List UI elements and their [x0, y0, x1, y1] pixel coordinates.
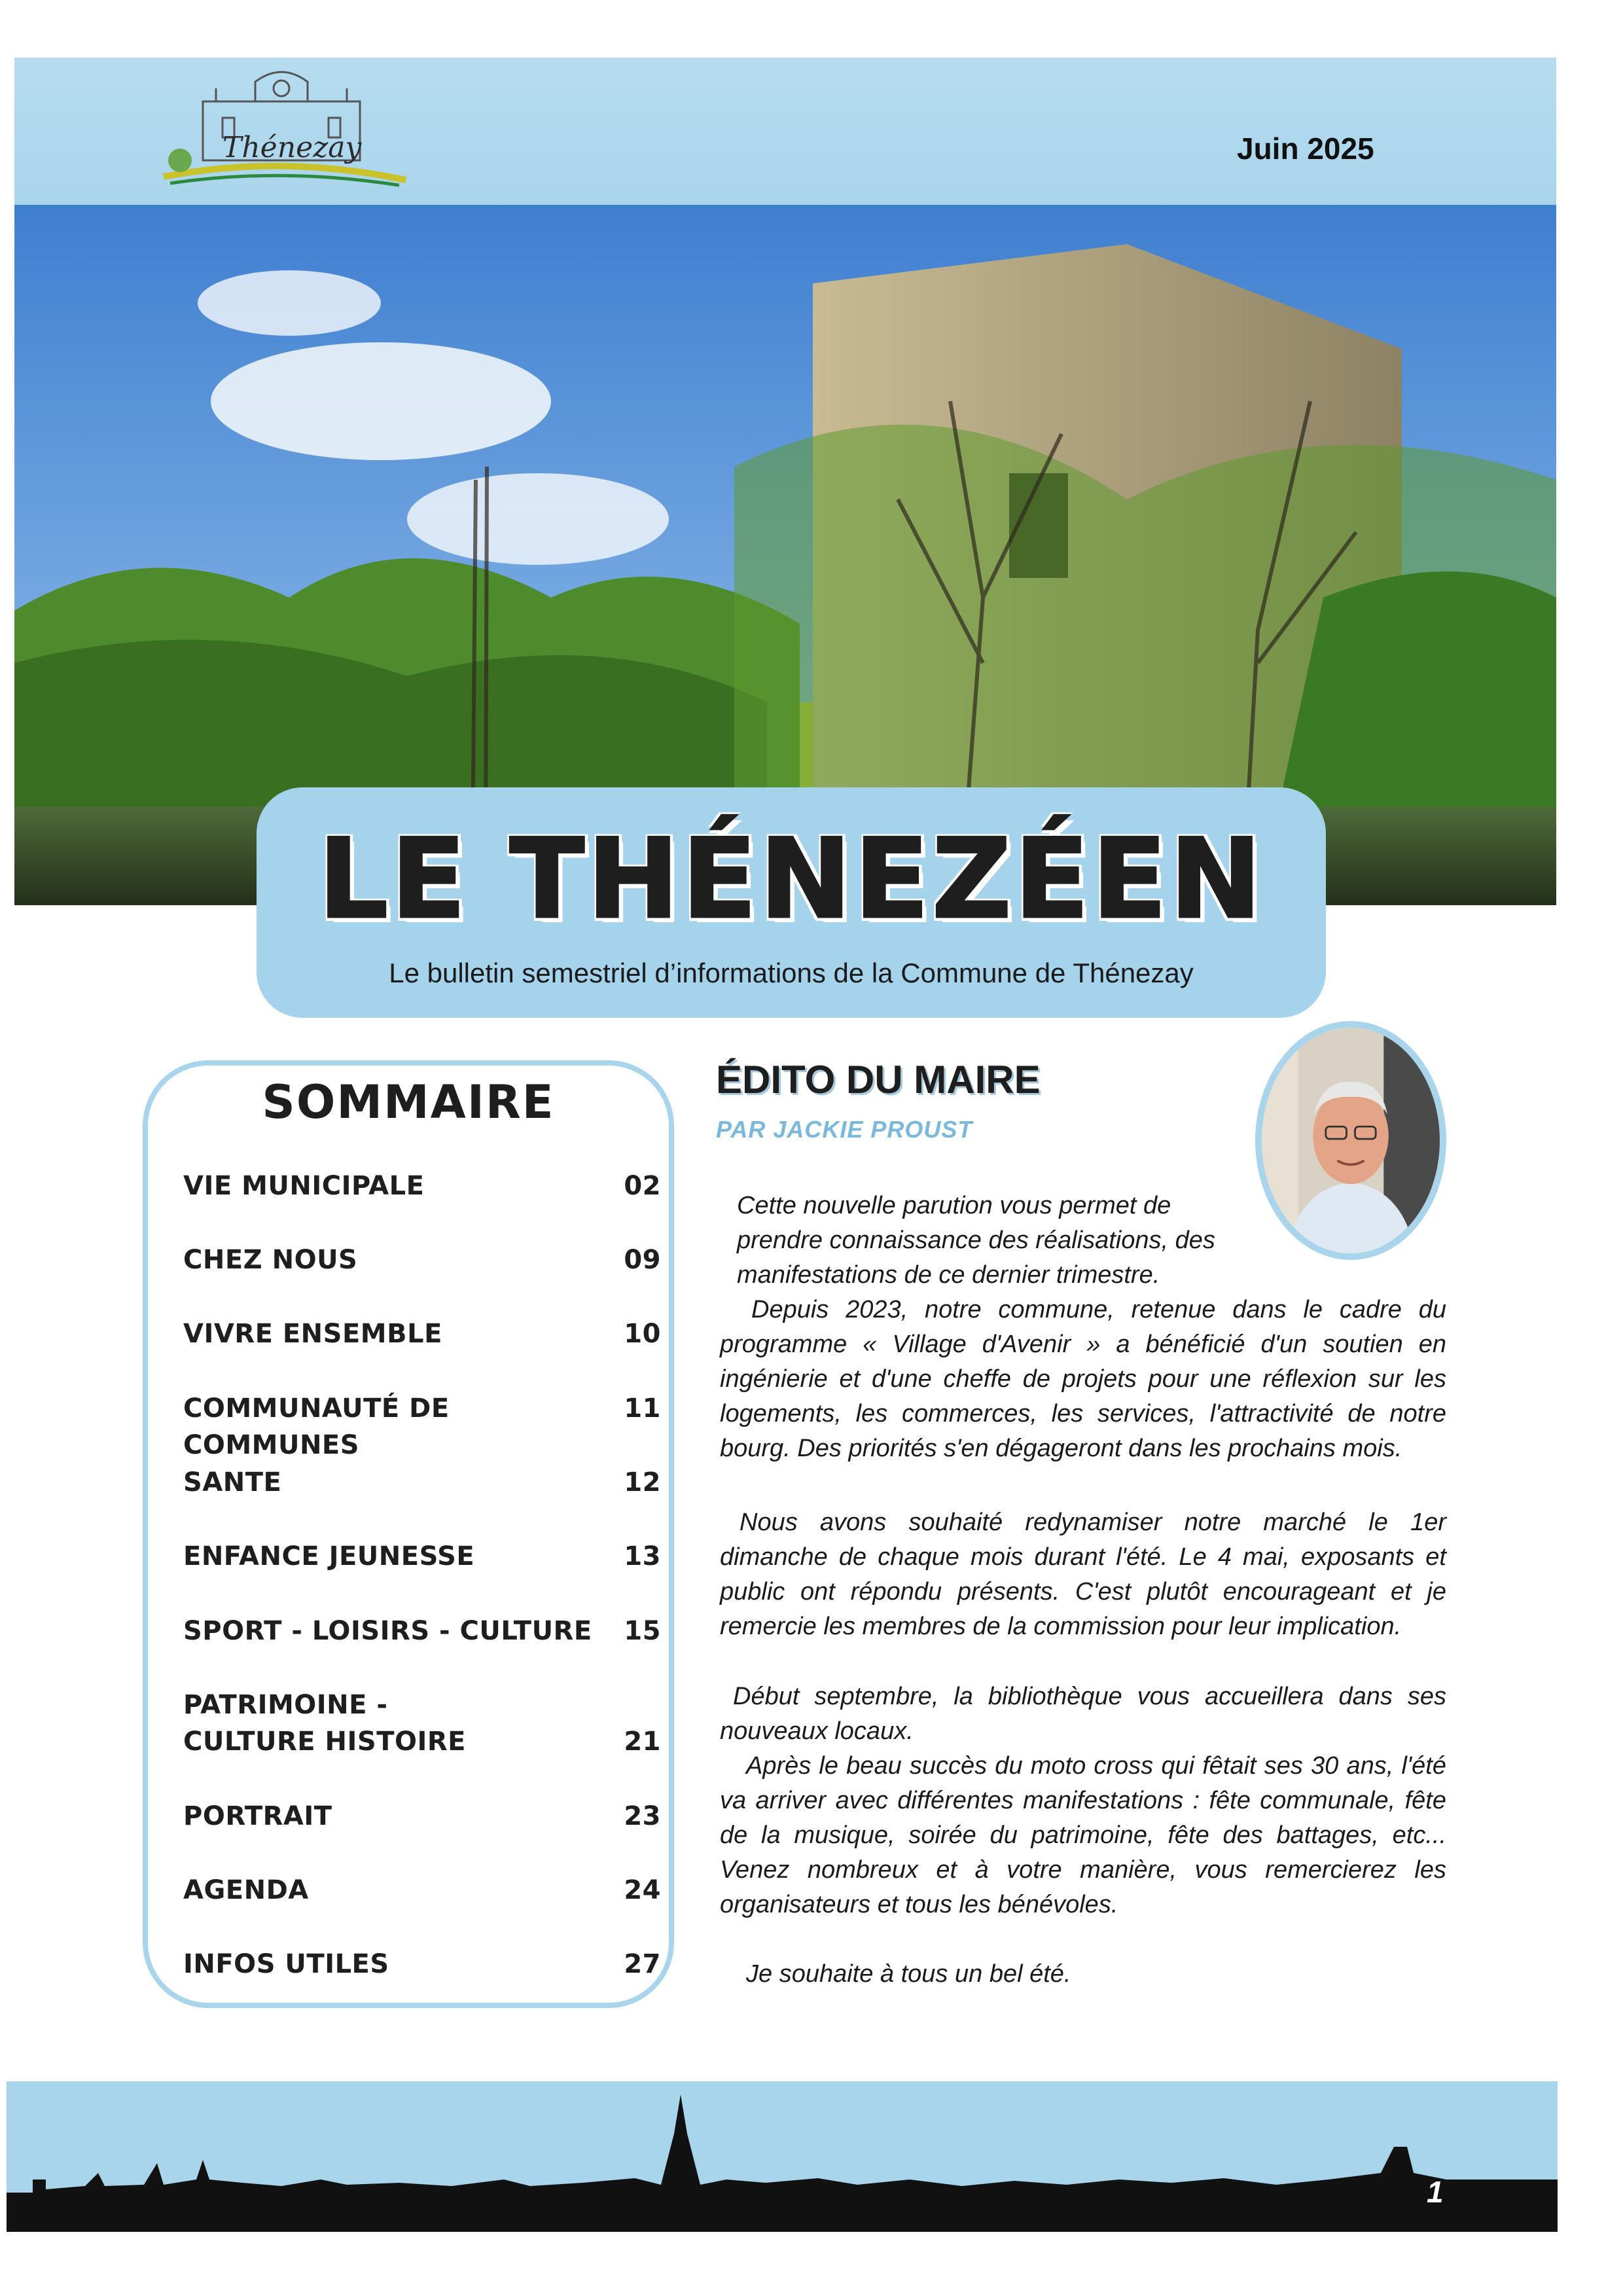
toc-item	[183, 1168, 661, 1204]
edito-author: PAR JACKIE PROUST	[716, 1116, 973, 1143]
toc-item-page: 23	[624, 1801, 661, 1831]
mayor-portrait	[1255, 1021, 1446, 1260]
toc-item-page: 02	[624, 1171, 661, 1201]
bulletin-subtitle: Le bulletin semestriel d’informations de la Commune de Thénezay	[389, 958, 1194, 988]
town-skyline	[7, 2081, 1558, 2232]
toc-item-page: 21	[624, 1727, 661, 1757]
toc-item	[183, 1798, 661, 1835]
toc-item-label: PATRIMOINE - CULTURE HISTOIRE	[183, 1690, 466, 1757]
edito-paragraph: Après le beau succès du moto cross qui fêtait ses 30 ans, l'été va arriver avec différentes manifestations : fête communale, fête de la musique, soirée du patrimoine, fête des battages, etc... Venez nombreux et à votre manière, vous remercierez les organisateurs et tous les bénévoles.	[720, 1752, 1446, 1918]
toc-item	[183, 1390, 661, 1460]
toc-item	[183, 1316, 661, 1352]
toc-item-page: 12	[624, 1467, 661, 1498]
edito-title: ÉDITO DU MAIRE	[716, 1058, 1041, 1102]
toc-item	[183, 1687, 661, 1760]
toc-item-page: 13	[624, 1541, 661, 1571]
toc-item-label: COMMUNAUTÉ DE COMMUNES	[183, 1393, 450, 1460]
bulletin-title: LE THÉNEZÉEN	[318, 815, 1264, 943]
toc-item	[183, 1538, 661, 1575]
edito-paragraph: Début septembre, la bibliothèque vous accueillera dans ses nouveaux locaux.	[720, 1683, 1446, 1745]
toc-item-page: 10	[624, 1319, 661, 1349]
toc-item-page: 27	[624, 1949, 661, 1979]
toc-item-label: PORTRAIT	[183, 1801, 332, 1831]
edito-paragraph: Nous avons souhaité redynamiser notre marché le 1er dimanche de chaque mois durant l'été. Le 4 mai, exposants et public ont répondu présents. C'est plutôt encourageant et je remercie les membres de la commission pour leur implication.	[720, 1509, 1446, 1640]
toc-item	[183, 1464, 661, 1501]
toc-item-label: INFOS UTILES	[183, 1949, 389, 1979]
toc-item-label: VIE MUNICIPALE	[183, 1171, 425, 1201]
logo-text: Thénezay	[223, 131, 362, 164]
page-number: 1	[1427, 2175, 1444, 2209]
toc-item	[183, 1242, 661, 1278]
toc-item-label: VIVRE ENSEMBLE	[183, 1319, 442, 1349]
edito-paragraph: Je souhaite à tous un bel été.	[746, 1960, 1071, 1988]
edito-paragraph: Depuis 2023, notre commune, retenue dans le cadre du programme « Village d'Avenir » a bénéficié d'un soutien en ingénierie et d'une cheffe de projets pour une réflexion sur les logements, les commerces, les services, l'attractivité de notre bourg. Des priorités s'en dégageront dans les prochains mois.	[720, 1296, 1446, 1462]
toc-item-label: AGENDA	[183, 1875, 309, 1905]
toc-item-label: ENFANCE JEUNESSE	[183, 1541, 475, 1571]
toc-item-page: 15	[624, 1616, 661, 1646]
toc-item-page: 24	[624, 1875, 661, 1905]
thenezay-logo	[151, 62, 412, 193]
issue-date: Juin 2025	[1237, 132, 1374, 166]
toc-item	[183, 1613, 661, 1649]
toc-item-label: SPORT - LOISIRS - CULTURE	[183, 1616, 592, 1646]
toc-item-page: 09	[624, 1245, 661, 1275]
toc-item-page: 11	[624, 1393, 661, 1424]
sommaire-title: SOMMAIRE	[262, 1075, 555, 1129]
toc-item	[183, 1946, 661, 1982]
edito-paragraph: Cette nouvelle parution vous permet de prendre connaissance des réalisations, des manifestations de ce dernier trimestre.	[737, 1192, 1215, 1289]
toc-item-label: SANTE	[183, 1467, 282, 1498]
toc-item	[183, 1872, 661, 1909]
toc-item-label: CHEZ NOUS	[183, 1245, 358, 1275]
